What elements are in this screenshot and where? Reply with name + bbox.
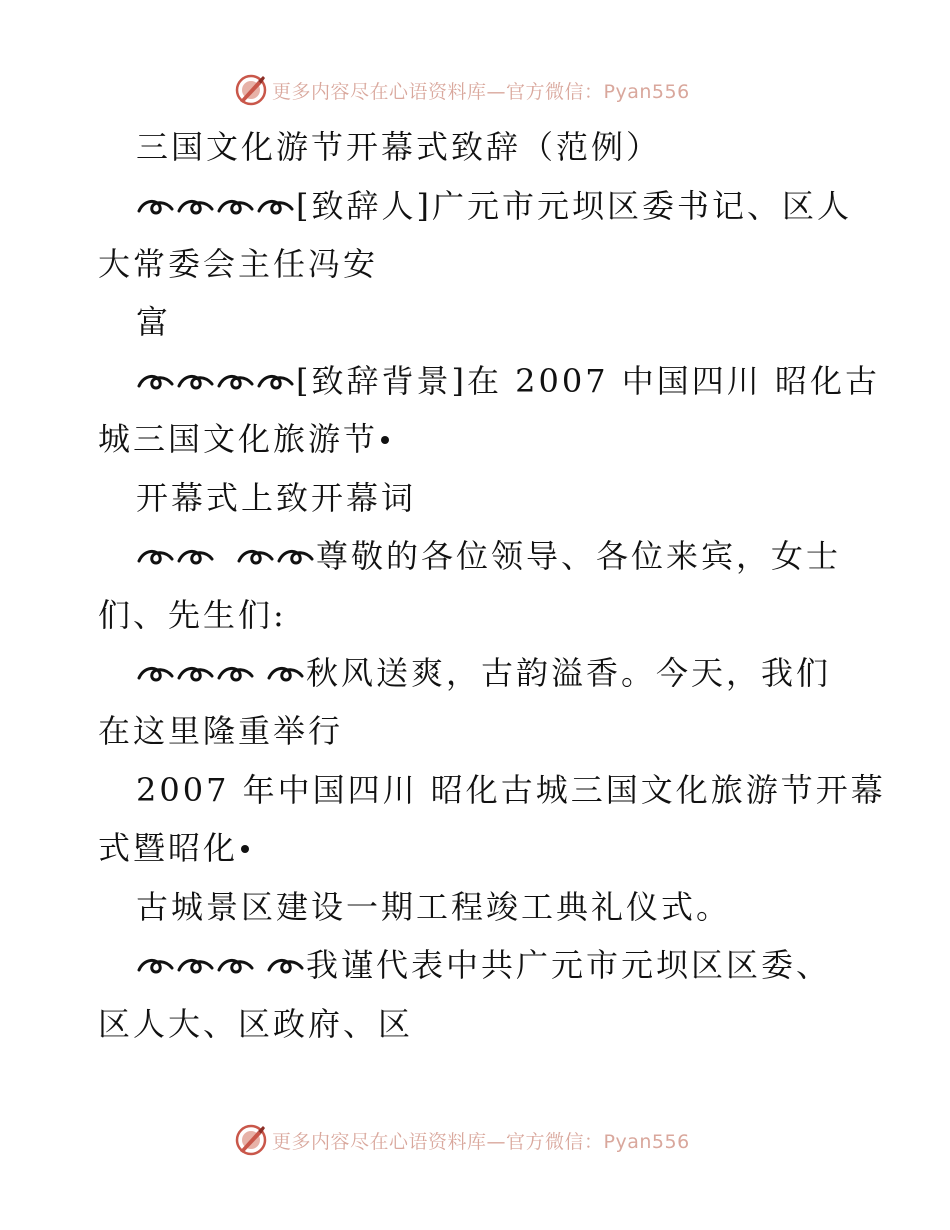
- doc-line: 2007 年中国四川 昭化古城三国文化旅游节开幕: [136, 771, 886, 809]
- doc-line-representation: 我谨代表中共广元市元坝区区委、: [136, 945, 831, 985]
- doc-title: 三国文化游节开幕式致辞（范例）: [136, 128, 662, 166]
- watermark-handle: Pyan556: [603, 1130, 690, 1153]
- quill-seal-icon: [234, 1123, 268, 1157]
- doc-line-greeting: 尊敬的各位领导、各位来宾，女士: [136, 536, 841, 576]
- watermark-footer: [234, 1122, 690, 1158]
- doc-line-speaker: [致辞人]广元市元坝区委书记、区人: [136, 186, 852, 226]
- watermark-text: 更多内容尽在心语资料库—官方微信：Pyan556: [272, 1130, 690, 1153]
- swirl-flourish-icon: [136, 195, 296, 217]
- swirl-flourish-icon: [136, 545, 316, 567]
- swirl-flourish-icon: [136, 370, 296, 392]
- watermark-header: [234, 72, 690, 108]
- doc-line: 开幕式上致开幕词: [136, 479, 417, 517]
- doc-line: 式暨昭化: [98, 828, 249, 868]
- doc-line: 大常委会主任冯安: [98, 245, 379, 283]
- doc-line: 古城景区建设一期工程竣工典礼仪式。: [136, 888, 732, 926]
- quill-seal-icon: [234, 73, 268, 107]
- doc-line-opening: 秋风送爽，古韵溢香。今天，我们: [136, 653, 831, 693]
- doc-line: 城三国文化旅游节: [98, 419, 389, 459]
- watermark-text: 更多内容尽在心语资料库—官方微信：Pyan556: [272, 80, 690, 103]
- watermark-handle: Pyan556: [603, 80, 690, 103]
- swirl-flourish-icon: [136, 662, 306, 684]
- doc-line-background: [致辞背景]在 2007 中国四川 昭化古: [136, 361, 880, 401]
- doc-line: 在这里隆重举行: [98, 712, 344, 750]
- bullet-dot: [241, 845, 249, 853]
- doc-line: 们、先生们:: [98, 596, 287, 634]
- doc-line: 富: [136, 303, 172, 341]
- swirl-flourish-icon: [136, 954, 306, 976]
- bullet-dot: [381, 436, 389, 444]
- doc-line: 区人大、区政府、区: [98, 1005, 414, 1043]
